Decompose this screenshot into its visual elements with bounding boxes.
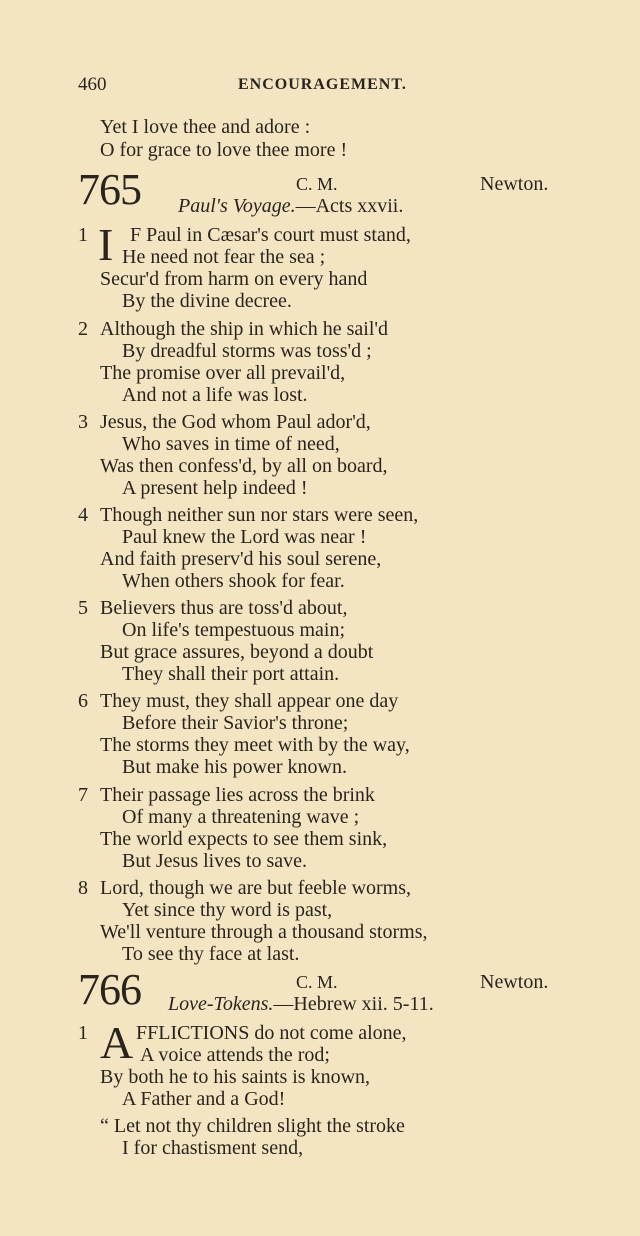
- verse-line: To see thy face at last.: [122, 943, 300, 965]
- verse-line: They shall their port attain.: [122, 663, 340, 685]
- verse-line: On life's tempestuous main;: [122, 619, 346, 641]
- verse-line: Of many a threatening wave ;: [122, 806, 360, 828]
- verse-line: We'll venture through a thousand storms,: [100, 921, 428, 943]
- hymn-title: Paul's Voyage.: [178, 195, 296, 217]
- verse-line: A Father and a God!: [122, 1088, 286, 1110]
- scripture-reference: —Hebrew xii. 5-11.: [273, 993, 434, 1015]
- verse-line: But grace assures, beyond a doubt: [100, 641, 374, 663]
- verse-line: And faith preserv'd his soul serene,: [100, 548, 382, 570]
- carryover-line: Yet I love thee and adore :: [100, 116, 311, 138]
- verse-line: FFLICTIONS do not come alone,: [136, 1022, 407, 1044]
- verse-line: F Paul in Cæsar's court must stand,: [130, 224, 411, 246]
- hymn-meter: C. M.: [296, 174, 338, 194]
- hymn-composer: Newton.: [480, 173, 549, 195]
- hymn-title-line: [168, 993, 434, 1016]
- hymn-number: 765: [78, 165, 141, 214]
- verse-line: By both he to his saints is known,: [100, 1066, 371, 1088]
- verse-line: He need not fear the sea ;: [122, 246, 326, 268]
- verse-line: Although the ship in which he sail'd: [100, 318, 389, 340]
- verse-line: The promise over all prevail'd,: [100, 362, 346, 384]
- verse-line: Before their Savior's throne;: [122, 712, 349, 734]
- running-head: ENCOURAGEMENT.: [238, 76, 407, 93]
- verse-line: By dreadful storms was toss'd ;: [122, 340, 372, 362]
- verse-line: By the divine decree.: [122, 290, 292, 312]
- stanza-number: 1: [78, 224, 88, 246]
- verse-line: Jesus, the God whom Paul ador'd,: [100, 411, 371, 433]
- drop-cap: A: [100, 1017, 134, 1068]
- verse-line: Was then confess'd, by all on board,: [100, 455, 388, 477]
- verse-line: Believers thus are toss'd about,: [100, 597, 348, 619]
- stanza-number: 2: [78, 318, 88, 340]
- verse-line: But make his power known.: [122, 756, 347, 778]
- verse-line: Secur'd from harm on every hand: [100, 268, 368, 290]
- carryover-line: O for grace to love thee more !: [100, 139, 348, 161]
- stanza-number: 1: [78, 1022, 88, 1044]
- verse-line: Though neither sun nor stars were seen,: [100, 504, 419, 526]
- hymn-composer: Newton.: [480, 971, 549, 993]
- verse-line: A voice attends the rod;: [140, 1044, 330, 1066]
- verse-line: I for chastisment send,: [122, 1137, 304, 1159]
- stanza-number: 8: [78, 877, 88, 899]
- stanza-number: 4: [78, 504, 88, 526]
- verse-line: Their passage lies across the brink: [100, 784, 375, 806]
- verse-line: The storms they meet with by the way,: [100, 734, 410, 756]
- verse-line: Paul knew the Lord was near !: [122, 526, 367, 548]
- verse-line: When others shook for fear.: [122, 570, 345, 592]
- hymn-number: 766: [78, 965, 141, 1014]
- stanza-number: 7: [78, 784, 88, 806]
- verse-line: They must, they shall appear one day: [100, 690, 399, 712]
- verse-line: A present help indeed !: [122, 477, 308, 499]
- hymn-title: Love-Tokens.: [168, 993, 274, 1015]
- stanza-number: 5: [78, 597, 88, 619]
- stanza-number: 3: [78, 411, 88, 433]
- verse-line: “ Let not thy children slight the stroke: [100, 1115, 405, 1137]
- drop-cap: I: [98, 219, 114, 270]
- verse-line: Who saves in time of need,: [122, 433, 340, 455]
- hymn-title-line: [178, 195, 403, 218]
- page-header: [78, 74, 578, 100]
- verse-line: Lord, though we are but feeble worms,: [100, 877, 412, 899]
- verse-line: And not a life was lost.: [122, 384, 308, 406]
- verse-line: But Jesus lives to save.: [122, 850, 307, 872]
- verse-line: The world expects to see them sink,: [100, 828, 388, 850]
- page-number: 460: [78, 74, 107, 95]
- hymn-meter: C. M.: [296, 972, 338, 992]
- scripture-reference: —Acts xxvii.: [295, 195, 404, 217]
- verse-line: Yet since thy word is past,: [122, 899, 333, 921]
- stanza-number: 6: [78, 690, 88, 712]
